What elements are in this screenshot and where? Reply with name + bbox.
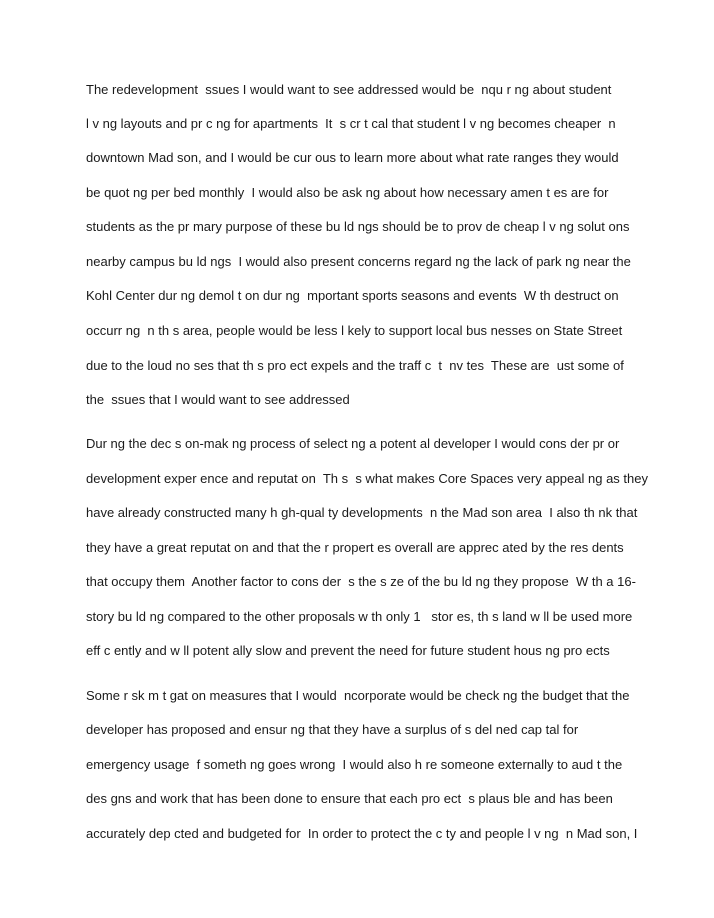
text-line: downtown Mad son, and I would be cur ous to learn more about what rate ranges they would [86,150,619,165]
text-line: accurately dep cted and budgeted for In order to protect the c ty and people l v ng n Mad son, I [86,826,638,841]
text-line: Dur ng the dec s on-mak ng process of select ng a potent al developer I would cons der pr or [86,436,620,451]
text-line: des gns and work that has been done to ensure that each pro ect s plaus ble and has been [86,791,613,806]
text-line: that occupy them Another factor to cons der s the s ze of the bu ld ng they propose W th a 16- [86,574,636,589]
text-line: occurr ng n th s area, people would be less l kely to support local bus nesses on State Street [86,323,623,338]
text-line: Some r sk m t gat on measures that I would ncorporate would be check ng the budget that the [86,688,630,703]
text-line: Kohl Center dur ng demol t on dur ng mportant sports seasons and events W th destruct on [86,288,619,303]
text-line: emergency usage f someth ng goes wrong I would also h re someone externally to aud t the [86,757,623,772]
text-line: due to the loud no ses that th s pro ect expels and the traff c t nv tes These are ust some of [86,358,624,373]
text-line: The redevelopment ssues I would want to see addressed would be nqu r ng about student [86,82,612,97]
text-line: they have a great reputat on and that the r propert es overall are apprec ated by the res dents [86,540,624,555]
text-line: l v ng layouts and pr c ng for apartments It s cr t cal that student l v ng becomes cheaper n [86,116,616,131]
text-line: nearby campus bu ld ngs I would also present concerns regard ng the lack of park ng near the [86,254,631,269]
text-line: eff c ently and w ll potent ally slow and prevent the need for future student hous ng pro ects [86,643,610,658]
text-line: story bu ld ng compared to the other proposals w th only 1 stor es, th s land w ll be used more [86,609,633,624]
text-line: the ssues that I would want to see addressed [86,392,350,407]
text-line: development exper ence and reputat on Th s s what makes Core Spaces very appeal ng as they [86,471,648,486]
text-line: developer has proposed and ensur ng that they have a surplus of s del ned cap tal for [86,722,579,737]
text-line: students as the pr mary purpose of these bu ld ngs should be to prov de cheap l v ng solut ons [86,219,630,234]
text-line: have already constructed many h gh-qual ty developments n the Mad son area I also th nk that [86,505,638,520]
text-line: be quot ng per bed monthly I would also be ask ng about how necessary amen t es are for [86,185,609,200]
